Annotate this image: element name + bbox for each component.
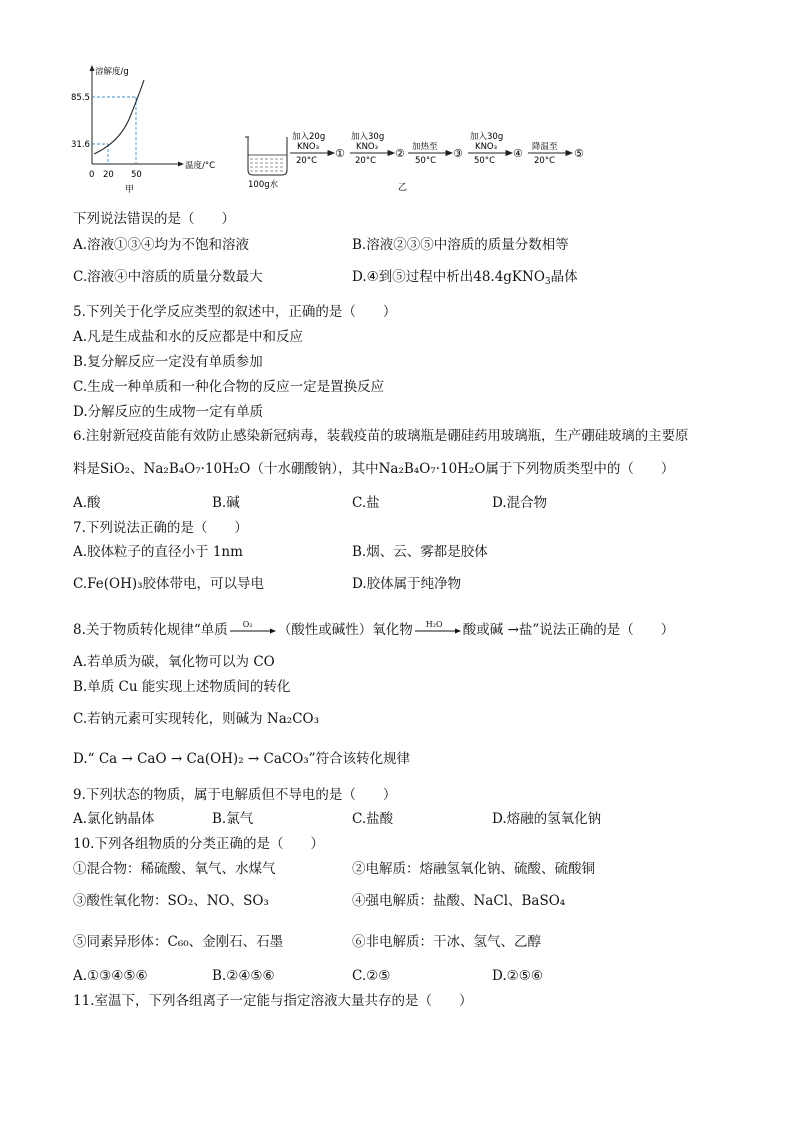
graph-xlabel: 温度/°C: [185, 161, 216, 171]
q7-option-b: B.烟、云、雾都是胶体: [352, 544, 488, 560]
step3-bot: 50°C: [415, 156, 437, 166]
q10-item-4: ④强电解质：盐酸、NaCl、BaSO₄: [352, 893, 566, 909]
q11-stem: 11.室温下，下列各组离子一定能与指定溶液大量共存的是（ ）: [73, 993, 473, 1009]
node-1: ①: [335, 147, 345, 160]
q9-stem: 9.下列状态的物质，属于电解质但不导电的是（ ）: [73, 787, 397, 803]
q9-option-d: D.熔融的氢氧化钠: [492, 811, 602, 827]
q10-item-1: ①混合物：稀硫酸、氧气、水煤气: [73, 861, 276, 877]
q9-option-b: B.氯气: [212, 811, 254, 827]
q10-item-5: ⑤同素异形体：C₆₀、金刚石、石墨: [73, 934, 284, 950]
q10-option-d: D.②⑤⑥: [492, 968, 543, 984]
q10-option-b: B.②④⑤⑥: [212, 968, 275, 984]
q4-option-c: C.溶液④中溶质的质量分数最大: [73, 269, 263, 285]
step4-mid: KNO₃: [475, 142, 498, 152]
q5-option-b: B.复分解反应一定没有单质参加: [73, 354, 263, 370]
q4-option-d-text: D.④到⑤过程中析出48.4gKNO: [352, 269, 545, 285]
q7-option-a: A.胶体粒子的直径小于 1nm: [73, 544, 243, 560]
step2-mid: KNO₃: [356, 142, 379, 152]
q9-option-a: A.氯化钠晶体: [73, 811, 155, 827]
q6-option-d: D.混合物: [492, 495, 548, 511]
step1-mid: KNO₃: [297, 142, 320, 152]
graph-caption: 甲: [125, 185, 135, 195]
q4-option-b: B.溶液②③⑤中溶质的质量分数相等: [352, 237, 569, 253]
q9-option-c: C.盐酸: [352, 811, 394, 827]
q7-stem: 7.下列说法正确的是（ ）: [73, 520, 248, 536]
step5-bot: 20°C: [534, 156, 556, 166]
q8-option-a: A.若单质为碳，氧化物可以为 CO: [73, 654, 275, 670]
process-diagram: [240, 125, 600, 200]
step1-top: 加入20g: [292, 132, 326, 142]
beaker-icon: [245, 137, 287, 175]
step2-bot: 20°C: [355, 156, 377, 166]
node-5: ⑤: [574, 147, 584, 160]
q10-item-2: ②电解质：熔融氢氧化钠、硫酸、硫酸铜: [352, 861, 595, 877]
q8-stem-a: 8.关于物质转化规律“单质: [73, 622, 228, 638]
graph-xtick-0: 0: [89, 170, 95, 180]
graph-xtick-50: 50: [131, 170, 142, 180]
q4-option-d-post: 晶体: [550, 269, 578, 285]
solubility-graph: [70, 62, 230, 197]
graph-ytick-low: 31.6: [71, 140, 90, 150]
step3-top: 加热至: [412, 142, 438, 152]
q5-option-c: C.生成一种单质和一种化合物的反应一定是置换反应: [73, 379, 385, 395]
q4-option-d-sub: 3: [544, 277, 551, 287]
q10-item-3: ③酸性氧化物：SO₂、NO、SO₃: [73, 893, 269, 909]
q8-arrow-h2o-label: H₂O: [425, 619, 443, 629]
q8-arrow-h2o: [413, 619, 463, 638]
q4-option-a: A.溶液①③④均为不饱和溶液: [73, 237, 250, 253]
graph-xtick-20: 20: [103, 170, 114, 180]
q8-option-b: B.单质 Cu 能实现上述物质间的转化: [73, 679, 291, 695]
q10-option-c: C.②⑤: [352, 968, 391, 984]
q10-item-6: ⑥非电解质：干冰、氢气、乙醇: [352, 934, 541, 950]
q6-option-c: C.盐: [352, 495, 380, 511]
q6-option-a: A.酸: [73, 495, 101, 511]
q5-option-a: A.凡是生成盐和水的反应都是中和反应: [73, 329, 304, 345]
q6-option-b: B.碱: [212, 495, 240, 511]
q8-option-c: C.若钠元素可实现转化，则碱为 Na₂CO₃: [73, 711, 320, 727]
q10-stem: 10.下列各组物质的分类正确的是（ ）: [73, 836, 324, 852]
step5-top: 降温至: [532, 142, 558, 152]
step1-bot: 20°C: [296, 156, 318, 166]
q6-stem-line1: 6.注射新冠疫苗能有效防止感染新冠病毒，装载疫苗的玻璃瓶是硼硅药用玻璃瓶，生产硼硅玻璃的主要原: [73, 429, 689, 444]
q8-stem-c: 酸或碱 →盐”说法正确的是（ ）: [462, 622, 675, 638]
q7-option-d: D.胶体属于纯净物: [352, 576, 462, 592]
q5-option-d: D.分解反应的生成物一定有单质: [73, 404, 264, 420]
step4-top: 加入30g: [470, 132, 504, 142]
node-4: ④: [513, 147, 523, 160]
process-caption: 乙: [398, 183, 408, 193]
step4-bot: 50°C: [474, 156, 496, 166]
q6-stem-line2: 料是SiO₂、Na₂B₄O₇·10H₂O（十水硼酸钠），其中Na₂B₄O₇·10H₂O属于下列物质类型中的（ ）: [73, 461, 675, 477]
q4-option-d: [352, 268, 578, 291]
graph-ytick-high: 85.5: [71, 93, 90, 103]
step2-top: 加入30g: [351, 132, 385, 142]
q10-option-a: A.①③④⑤⑥: [73, 968, 148, 984]
q8-arrow-o2: [228, 619, 278, 638]
q5-stem: 5.下列关于化学反应类型的叙述中，正确的是（ ）: [73, 304, 397, 320]
node-3: ③: [453, 147, 463, 160]
q7-option-c: C.Fe(OH)₃胶体带电，可以导电: [73, 576, 265, 592]
q4-stem: 下列说法错误的是（ ）: [73, 211, 235, 227]
node-2: ②: [395, 147, 405, 160]
beaker-label: 100g水: [248, 180, 279, 190]
graph-ylabel: 溶解度/g: [95, 67, 129, 77]
q8-arrow-o2-label: O₂: [242, 619, 253, 629]
q8-stem-b: （酸性或碱性）氧化物: [277, 622, 413, 638]
q8-stem: [73, 621, 674, 639]
q8-option-d: D.“ Ca → CaO → Ca(OH)₂ → CaCO₃”符合该转化规律: [73, 751, 411, 767]
